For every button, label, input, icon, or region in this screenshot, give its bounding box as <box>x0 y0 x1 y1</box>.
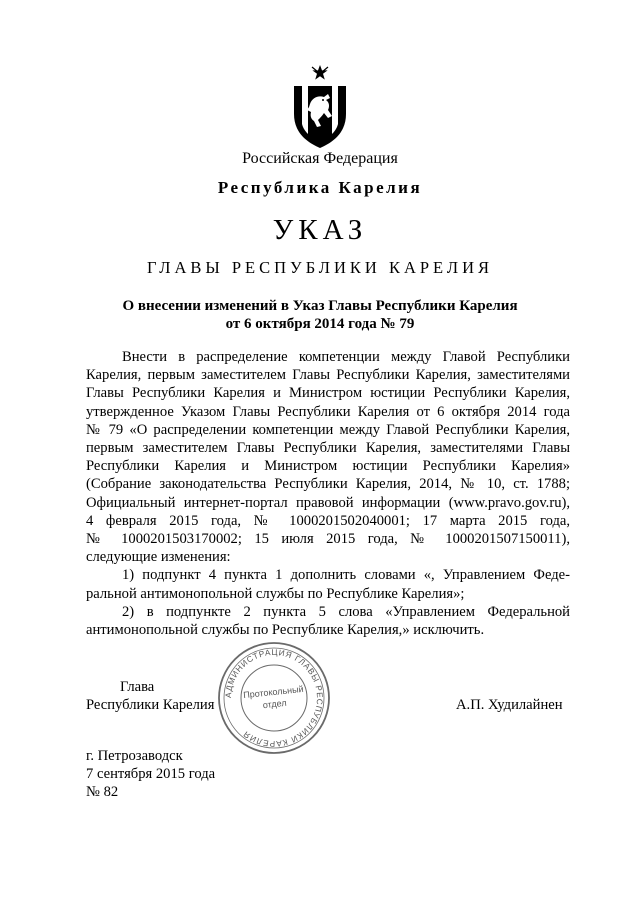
body-line: ральной антимонопольной службы по Республике Карелия»; <box>86 585 465 602</box>
body-line: антимонопольной службы по Республике Карелия,» исключить. <box>86 622 485 639</box>
signatory-position-line-1: Глава <box>120 679 155 695</box>
document-title-line-2: от 6 октября 2014 года № 79 <box>225 316 415 332</box>
document-type: УКАЗ <box>272 214 368 246</box>
body-line: 4 февраля 2015 года, № 1000201502040001; 17 марта 2015 года, <box>86 512 570 529</box>
coat-of-arms-icon <box>288 64 352 150</box>
body-line: следующие изменения: <box>86 549 231 566</box>
body-line: (Собрание законодательства Республики Карелия, 2014, № 10, ст. 1788; <box>86 476 570 493</box>
body-line: утвержденное Указом Главы Республики Карелия от 6 октября 2014 года <box>86 403 570 420</box>
signing-date: 7 сентября 2015 года <box>86 766 216 782</box>
signatory-position-line-2: Республики Карелия <box>86 697 215 713</box>
body-line: Официальный интернет-портал правовой информации (www.pravo.gov.ru), <box>86 494 570 511</box>
body-line: 1) подпункт 4 пункта 1 дополнить словами «, Управлением Феде- <box>122 567 570 584</box>
republic-name: Республика Карелия <box>217 178 423 197</box>
body-line: № 1000201503170002; 15 июля 2015 года, № 1000201507150011), <box>86 531 570 548</box>
signatory-name: А.П. Худилайнен <box>456 697 563 713</box>
body-line: 2) в подпункте 2 пункта 5 слова «Управлением Федеральной <box>122 603 570 620</box>
body-line: Карелия, первым заместителем Главы Республики Карелия, заместителями <box>86 367 570 384</box>
stamp-ring-text: АДМИНИСТРАЦИЯ ГЛАВЫ РЕСПУБЛИКИ КАРЕЛИЯ <box>223 647 325 749</box>
stamp-center-line-2: отдел <box>262 697 288 711</box>
decree-number: № 82 <box>86 784 119 800</box>
document-title-line-1: О внесении изменений в Указ Главы Республики Карелия <box>122 298 518 314</box>
body-line: № 79 «О распределении компетенции между Главой Республики Карелия, <box>86 421 570 438</box>
country-name: Российская Федерация <box>242 150 398 167</box>
body-line: Республики Карелия и Министром юстиции Республики Карелия» <box>86 458 570 475</box>
stamp-center-line-1: Протокольный <box>242 683 305 701</box>
decree-body <box>86 348 570 639</box>
issuer-line: ГЛАВЫ РЕСПУБЛИКИ КАРЕЛИЯ <box>146 258 494 277</box>
body-line: первым заместителем Главы Республики Карелия, заместителями Главы <box>86 440 570 457</box>
svg-text:АДМИНИСТРАЦИЯ ГЛАВЫ РЕСПУБЛИКИ <box>224 648 324 748</box>
signing-place: г. Петрозаводск <box>86 748 183 764</box>
body-line: Внести в распределение компетенции между Главой Республики <box>122 349 570 365</box>
official-stamp <box>214 638 334 758</box>
body-line: Главы Республики Карелия и Министром юстиции Республики Карелия, <box>86 385 570 402</box>
